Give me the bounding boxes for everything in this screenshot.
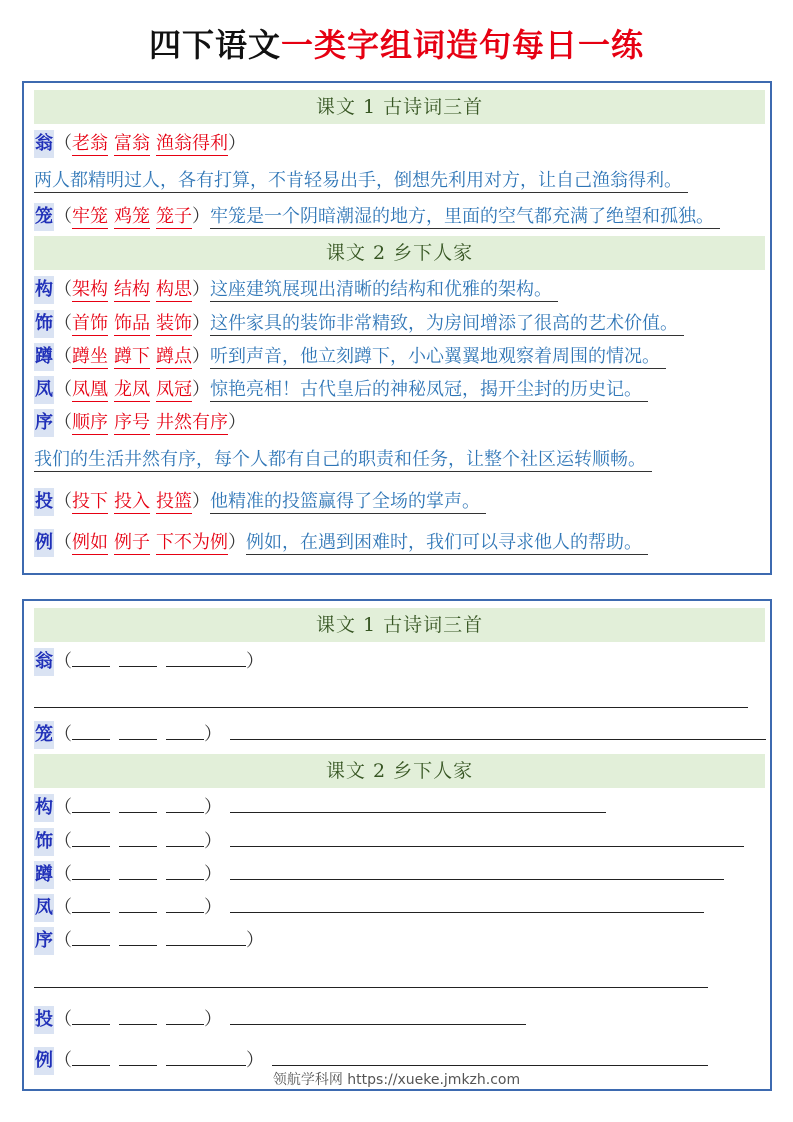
word-blank[interactable] (119, 721, 157, 740)
lesson-header-1: 课文 1 古诗词三首 (34, 90, 765, 124)
practice-gou: 构（ ） (34, 794, 606, 822)
entry-weng: 翁（老翁 富翁 渔翁得利） (34, 130, 246, 158)
word: 牢笼 (72, 206, 108, 227)
word: 架构 (72, 279, 108, 300)
entry-char: 例 (34, 529, 54, 557)
sentence-line[interactable] (230, 861, 724, 880)
sentence: 惊艳亮相！古代皇后的神秘凤冠，揭开尘封的历史记。 (210, 379, 648, 402)
word-blank[interactable] (72, 828, 110, 847)
word-blank[interactable] (166, 861, 204, 880)
word-blank[interactable] (72, 721, 110, 740)
word: 富翁 (114, 133, 150, 154)
word-blank[interactable] (166, 894, 204, 913)
entry-char: 蹲 (34, 861, 54, 889)
word: 笼子 (156, 206, 192, 227)
word-blank[interactable] (119, 927, 157, 946)
entry-char: 凤 (34, 376, 54, 404)
entry-char: 构 (34, 794, 54, 822)
word-blank[interactable] (119, 648, 157, 667)
entry-char: 翁 (34, 648, 54, 676)
word-blank[interactable] (166, 828, 204, 847)
title-grade: 四下语文 (148, 26, 281, 64)
word-blank[interactable] (119, 894, 157, 913)
word: 蹲点 (156, 346, 192, 367)
word: 龙凤 (114, 379, 150, 400)
word-blank[interactable] (72, 648, 110, 667)
entry-long: 笼（牢笼 鸡笼 笼子）牢笼是一个阴暗潮湿的地方，里面的空气都充满了绝望和孤独。 (34, 203, 720, 231)
sentence-line[interactable] (230, 828, 744, 847)
word: 顺序 (72, 412, 108, 433)
page-title (0, 22, 793, 68)
word: 蹲下 (114, 346, 150, 367)
sentence-line[interactable] (34, 987, 708, 988)
sentence: 听到声音，他立刻蹲下，小心翼翼地观察着周围的情况。 (210, 346, 666, 369)
sentence: 牢笼是一个阴暗潮湿的地方，里面的空气都充满了绝望和孤独。 (210, 206, 720, 229)
word: 例子 (114, 532, 150, 553)
word: 饰品 (114, 313, 150, 334)
sentence-line[interactable] (230, 721, 766, 740)
word-blank[interactable] (72, 894, 110, 913)
lesson-header-1: 课文 1 古诗词三首 (34, 608, 765, 642)
entry-char: 饰 (34, 310, 54, 338)
footer-watermark: 领航学科网 https://xueke.jmkzh.com (272, 1072, 521, 1088)
sentence: 他精准的投篮赢得了全场的掌声。 (210, 491, 486, 514)
word-blank[interactable] (119, 861, 157, 880)
lesson-header-2: 课文 2 乡下人家 (34, 236, 765, 270)
sentence-line[interactable] (230, 1006, 526, 1025)
practice-section (22, 599, 772, 1091)
word-blank[interactable] (72, 1047, 110, 1066)
answer-section (22, 81, 772, 575)
word: 渔翁得利 (156, 133, 228, 154)
word: 投入 (114, 491, 150, 512)
word: 下不为例 (156, 532, 228, 553)
word-blank[interactable] (166, 1047, 246, 1066)
word-blank[interactable] (72, 861, 110, 880)
sentence: 我们的生活井然有序，每个人都有自己的职责和任务，让整个社区运转顺畅。 (34, 449, 652, 472)
sentence-line[interactable] (272, 1047, 708, 1066)
entry-char: 构 (34, 276, 54, 304)
sentence: 这件家具的装饰非常精致，为房间增添了很高的艺术价值。 (210, 313, 684, 336)
practice-long: 笼（ ） (34, 721, 766, 749)
entry-shi: 饰（首饰 饰品 装饰）这件家具的装饰非常精致，为房间增添了很高的艺术价值。 (34, 310, 684, 338)
entry-dun: 蹲（蹲坐 蹲下 蹲点）听到声音，他立刻蹲下，小心翼翼地观察着周围的情况。 (34, 343, 666, 371)
entry-char: 翁 (34, 130, 54, 158)
word: 老翁 (72, 133, 108, 154)
word-blank[interactable] (119, 1006, 157, 1025)
entry-char: 笼 (34, 203, 54, 231)
word-blank[interactable] (119, 828, 157, 847)
word: 例如 (72, 532, 108, 553)
word-blank[interactable] (166, 794, 204, 813)
sentence-xu (34, 446, 652, 474)
sentence-line[interactable] (230, 794, 606, 813)
sentence: 两人都精明过人，各有打算，不肯轻易出手，倒想先利用对方，让自己渔翁得利。 (34, 170, 688, 193)
entry-char: 序 (34, 409, 54, 437)
word: 结构 (114, 279, 150, 300)
entry-char: 蹲 (34, 343, 54, 371)
lesson-header-2: 课文 2 乡下人家 (34, 754, 765, 788)
word-blank[interactable] (166, 927, 246, 946)
practice-xu: 序（ ） (34, 927, 264, 955)
word: 鸡笼 (114, 206, 150, 227)
entry-gou: 构（架构 结构 构思）这座建筑展现出清晰的结构和优雅的架构。 (34, 276, 558, 304)
entry-char: 序 (34, 927, 54, 955)
entry-char: 凤 (34, 894, 54, 922)
sentence-line[interactable] (34, 707, 748, 708)
word-blank[interactable] (166, 721, 204, 740)
sentence-weng (34, 167, 688, 195)
practice-shi: 饰（ ） (34, 828, 744, 856)
word-blank[interactable] (166, 1006, 204, 1025)
word: 装饰 (156, 313, 192, 334)
word-blank[interactable] (119, 794, 157, 813)
word: 井然有序 (156, 412, 228, 433)
word-blank[interactable] (166, 648, 246, 667)
word: 序号 (114, 412, 150, 433)
word: 投下 (72, 491, 108, 512)
word: 凤凰 (72, 379, 108, 400)
entry-xu: 序（顺序 序号 井然有序） (34, 409, 246, 437)
practice-tou: 投（ ） (34, 1006, 526, 1034)
word: 构思 (156, 279, 192, 300)
sentence-line[interactable] (230, 894, 704, 913)
practice-li: 例（ ） (34, 1047, 708, 1075)
word: 蹲坐 (72, 346, 108, 367)
practice-feng: 凤（ ） (34, 894, 704, 922)
entry-char: 笼 (34, 721, 54, 749)
sentence: 这座建筑展现出清晰的结构和优雅的架构。 (210, 279, 558, 302)
entry-char: 投 (34, 1006, 54, 1034)
practice-weng: 翁（ ） (34, 648, 264, 676)
entry-char: 例 (34, 1047, 54, 1075)
entry-char: 饰 (34, 828, 54, 856)
title-topic: 一类字组词造句每日一练 (281, 26, 645, 64)
word-blank[interactable] (72, 1006, 110, 1025)
word: 首饰 (72, 313, 108, 334)
word-blank[interactable] (72, 794, 110, 813)
entry-feng: 凤（凤凰 龙凤 凤冠）惊艳亮相！古代皇后的神秘凤冠，揭开尘封的历史记。 (34, 376, 648, 404)
word: 投篮 (156, 491, 192, 512)
entry-tou: 投（投下 投入 投篮）他精准的投篮赢得了全场的掌声。 (34, 488, 486, 516)
word-blank[interactable] (119, 1047, 157, 1066)
practice-dun: 蹲（ ） (34, 861, 724, 889)
word: 凤冠 (156, 379, 192, 400)
sentence: 例如，在遇到困难时，我们可以寻求他人的帮助。 (246, 532, 648, 555)
word-blank[interactable] (72, 927, 110, 946)
entry-char: 投 (34, 488, 54, 516)
entry-li: 例（例如 例子 下不为例）例如，在遇到困难时，我们可以寻求他人的帮助。 (34, 529, 648, 557)
